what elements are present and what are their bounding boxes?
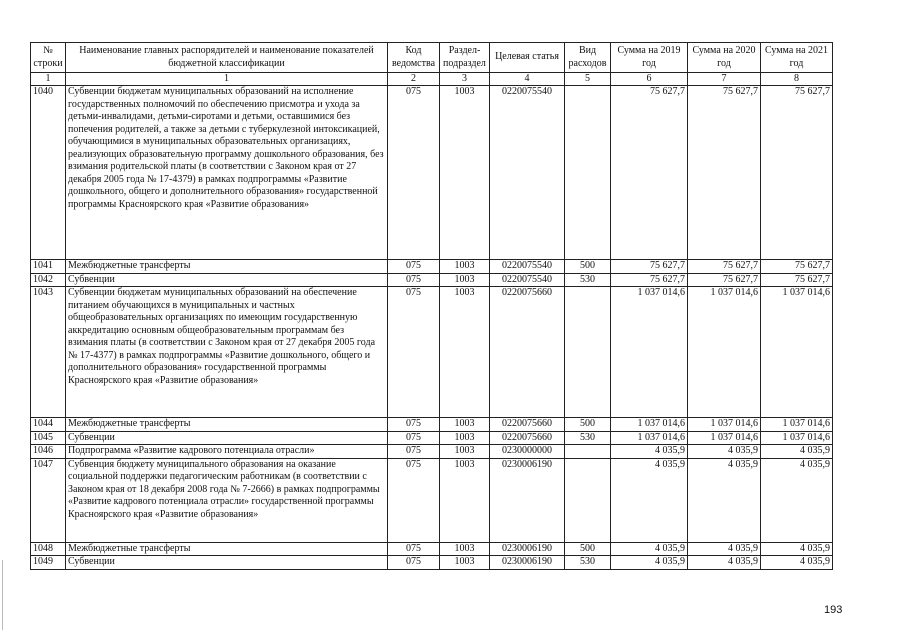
table-row (31, 458, 833, 542)
header-sum-2021: Сумма на 2021 год (761, 43, 833, 73)
row-sum-2020: 4 035,9 (688, 458, 761, 542)
column-index-cell: 8 (761, 73, 833, 86)
row-type: 530 (565, 556, 611, 570)
row-name: Субвенция бюджету муниципального образования на оказание социальной поддержки педагогическим работникам (в соответствии с Законом края от 18 декабря 2008 года № 7-2666) в рамках подпрограммы «Развитие кадрового потенциала отрасли» государственной программы Красноярского края «Развитие образования» (66, 458, 388, 542)
row-name: Субвенции бюджетам муниципальных образований на исполнение государственных полномочий по обеспечению присмотра и ухода за детьми-инвалидами, детьми-сиротами и детьми, оставшимися без попечения родителей, а также за детьми с туберкулезной интоксикацией, обучающимися в муниципальных образовательных организациях, реализующих образовательную программу дошкольного образования, без взимания родительской платы (в соответствии с Законом края от 27 декабря 2005 года № 17-4379) в рамках подпрограммы «Развитие дошкольного, общего и дополнительного образования» государственной программы Красноярского края «Развитие образования» (66, 86, 388, 260)
row-number: 1045 (31, 431, 66, 445)
table-row (31, 431, 833, 445)
row-number: 1044 (31, 418, 66, 432)
row-section: 1003 (440, 458, 490, 542)
row-section: 1003 (440, 86, 490, 260)
row-sum-2019: 4 035,9 (611, 556, 688, 570)
table-row (31, 542, 833, 556)
row-type (565, 445, 611, 459)
row-sum-2021: 1 037 014,6 (761, 431, 833, 445)
row-sum-2020: 75 627,7 (688, 86, 761, 260)
row-target: 0230006190 (490, 542, 565, 556)
column-index-cell: 6 (611, 73, 688, 86)
header-name: Наименование главных распорядителей и наименование показателей бюджетной классификации (66, 43, 388, 73)
row-sum-2021: 4 035,9 (761, 556, 833, 570)
row-section: 1003 (440, 445, 490, 459)
row-name: Субвенции (66, 431, 388, 445)
row-section: 1003 (440, 431, 490, 445)
row-number: 1042 (31, 273, 66, 287)
row-sum-2020: 1 037 014,6 (688, 418, 761, 432)
row-type (565, 287, 611, 418)
row-target: 0220075540 (490, 273, 565, 287)
row-number: 1043 (31, 287, 66, 418)
row-dept: 075 (388, 86, 440, 260)
row-sum-2020: 1 037 014,6 (688, 431, 761, 445)
row-dept: 075 (388, 542, 440, 556)
row-type: 500 (565, 542, 611, 556)
row-sum-2020: 1 037 014,6 (688, 287, 761, 418)
row-sum-2021: 75 627,7 (761, 273, 833, 287)
row-name: Подпрограмма «Развитие кадрового потенциала отрасли» (66, 445, 388, 459)
row-section: 1003 (440, 556, 490, 570)
column-index-cell: 5 (565, 73, 611, 86)
row-type (565, 458, 611, 542)
row-sum-2019: 4 035,9 (611, 542, 688, 556)
row-sum-2021: 4 035,9 (761, 542, 833, 556)
row-sum-2021: 4 035,9 (761, 458, 833, 542)
row-sum-2019: 75 627,7 (611, 273, 688, 287)
table-row (31, 260, 833, 274)
row-section: 1003 (440, 287, 490, 418)
row-target: 0220075660 (490, 287, 565, 418)
row-number: 1048 (31, 542, 66, 556)
row-number: 1047 (31, 458, 66, 542)
row-sum-2019: 1 037 014,6 (611, 431, 688, 445)
row-number: 1041 (31, 260, 66, 274)
column-index-row (31, 73, 833, 86)
table-row (31, 445, 833, 459)
column-index-cell: 4 (490, 73, 565, 86)
row-dept: 075 (388, 458, 440, 542)
row-dept: 075 (388, 287, 440, 418)
row-target: 0220075540 (490, 86, 565, 260)
page-number: 193 (824, 604, 843, 616)
header-row (31, 43, 833, 73)
row-number: 1040 (31, 86, 66, 260)
scan-margin-mark (2, 560, 3, 630)
row-section: 1003 (440, 418, 490, 432)
header-row-no: № строки (31, 43, 66, 73)
table-row (31, 273, 833, 287)
row-sum-2019: 1 037 014,6 (611, 287, 688, 418)
row-sum-2019: 75 627,7 (611, 260, 688, 274)
row-target: 0230006190 (490, 556, 565, 570)
row-sum-2021: 75 627,7 (761, 260, 833, 274)
row-section: 1003 (440, 260, 490, 274)
row-type: 530 (565, 273, 611, 287)
row-type (565, 86, 611, 260)
row-name: Субвенции бюджетам муниципальных образований на обеспечение питанием обучающихся в муниципальных и частных общеобразовательных организациях по имеющим государственную аккредитацию основным общеобразовательным программам без взимания платы (в соответствии с Законом края от 27 декабря 2005 года № 17-4377) в рамках подпрограммы «Развитие дошкольного, общего и дополнительного образования» государственной программы Красноярского края «Развитие образования» (66, 287, 388, 418)
row-type: 500 (565, 418, 611, 432)
row-target: 0220075660 (490, 431, 565, 445)
header-expense-type: Вид расходов (565, 43, 611, 73)
row-target: 0230006190 (490, 458, 565, 542)
row-target: 0230000000 (490, 445, 565, 459)
row-name: Межбюджетные трансферты (66, 260, 388, 274)
row-name: Субвенции (66, 273, 388, 287)
row-sum-2019: 4 035,9 (611, 458, 688, 542)
header-target: Целевая статья (490, 43, 565, 73)
column-index-cell: 3 (440, 73, 490, 86)
row-sum-2021: 4 035,9 (761, 445, 833, 459)
row-section: 1003 (440, 542, 490, 556)
row-type: 500 (565, 260, 611, 274)
column-index-cell: 2 (388, 73, 440, 86)
row-sum-2019: 4 035,9 (611, 445, 688, 459)
row-dept: 075 (388, 445, 440, 459)
row-number: 1049 (31, 556, 66, 570)
row-sum-2020: 4 035,9 (688, 556, 761, 570)
column-index-cell: 7 (688, 73, 761, 86)
row-dept: 075 (388, 260, 440, 274)
table-row (31, 287, 833, 418)
row-sum-2020: 75 627,7 (688, 260, 761, 274)
row-target: 0220075540 (490, 260, 565, 274)
header-sum-2020: Сумма на 2020 год (688, 43, 761, 73)
row-name: Субвенции (66, 556, 388, 570)
row-sum-2019: 1 037 014,6 (611, 418, 688, 432)
row-number: 1046 (31, 445, 66, 459)
table-row (31, 418, 833, 432)
header-section: Раздел-подраздел (440, 43, 490, 73)
row-dept: 075 (388, 431, 440, 445)
row-type: 530 (565, 431, 611, 445)
row-name: Межбюджетные трансферты (66, 542, 388, 556)
row-sum-2020: 75 627,7 (688, 273, 761, 287)
row-sum-2019: 75 627,7 (611, 86, 688, 260)
row-sum-2021: 1 037 014,6 (761, 418, 833, 432)
column-index-cell: 1 (31, 73, 66, 86)
row-dept: 075 (388, 273, 440, 287)
row-section: 1003 (440, 273, 490, 287)
row-dept: 075 (388, 418, 440, 432)
header-dept-code: Код ведомства (388, 43, 440, 73)
table-row (31, 556, 833, 570)
row-name: Межбюджетные трансферты (66, 418, 388, 432)
row-dept: 075 (388, 556, 440, 570)
budget-table (30, 42, 833, 570)
row-sum-2020: 4 035,9 (688, 445, 761, 459)
header-sum-2019: Сумма на 2019 год (611, 43, 688, 73)
column-index-cell: 1 (66, 73, 388, 86)
row-sum-2021: 1 037 014,6 (761, 287, 833, 418)
row-sum-2020: 4 035,9 (688, 542, 761, 556)
table-row (31, 86, 833, 260)
row-target: 0220075660 (490, 418, 565, 432)
row-sum-2021: 75 627,7 (761, 86, 833, 260)
